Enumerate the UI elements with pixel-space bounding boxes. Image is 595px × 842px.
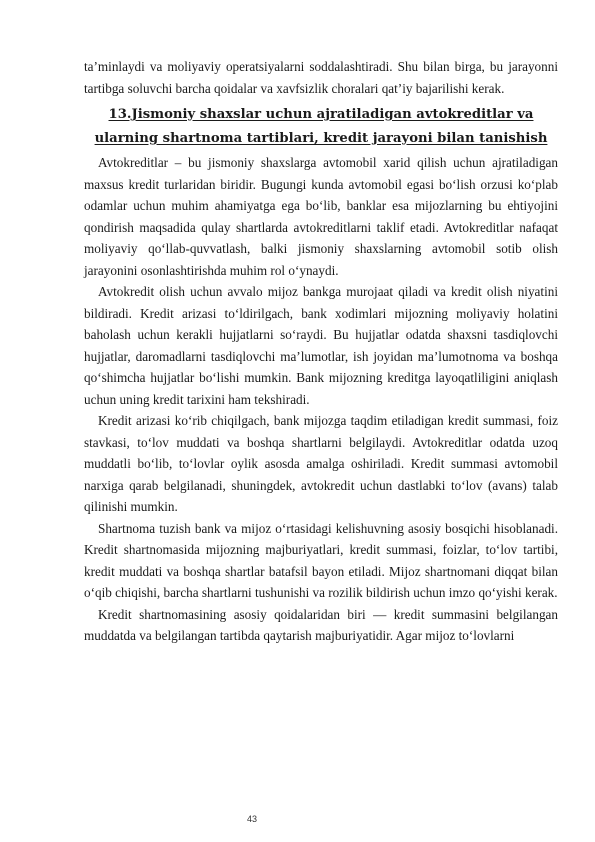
body-paragraph: Kredit arizasi ko‘rib chiqilgach, bank mijozga taqdim etiladigan kredit summasi, foiz stavkasi, to‘lov muddati va boshqa shartlarni belgilaydi. Avtokreditlar odatda uzoq muddatli bo‘lib, to‘lovlar oylik asosda amalga oshiriladi. Kredit summasi avtomobil narxiga qarab belgilanadi, shuningdek, avtokredit uchun dastlabki to‘lov (avans) talab qilinishi mumkin. — [84, 413, 558, 514]
page-number: 43 — [247, 814, 258, 824]
intro-paragraph: ta’minlaydi va moliyaviy operatsiyalarni soddalashtiradi. Shu bilan birga, bu jarayonni tartibga soluvchi barcha qoidalar va xavfsizlik choralari qat’iy bajarilishi kerak. — [84, 59, 558, 96]
body-paragraph: Kredit shartnomasining asosiy qoidalaridan biri — kredit summasini belgilangan muddatda va belgilangan tartibda qaytarish majburiyatidir. Agar mijoz to‘lovlarni — [84, 606, 558, 643]
document-page — [84, 56, 558, 647]
section-heading: 13.Jismoniy shaxslar uchun ajratiladigan avtokreditlar va ularning shartnoma tartiblari, kredit jarayoni bilan tanishish — [94, 107, 548, 146]
body-paragraph: Shartnoma tuzish bank va mijoz o‘rtasidagi kelishuvning asosiy bosqichi hisoblanadi. Kredit shartnomasida mijozning majburiyatlari, kredit summasi, foizlar, to‘lov tartibi, kredit muddati va boshqa shartlar batafsil bayon etiladi. Mijoz shartnomani diqqat bilan o‘qib chiqishi, barcha shartlarni tushunishi va rozilik bildirish uchun imzo qo‘yishi kerak. — [84, 520, 558, 600]
body-paragraph: Avtokreditlar – bu jismoniy shaxslarga avtomobil xarid qilish uchun ajratiladigan maxsus kredit turlaridan biridir. Bugungi kunda avtomobil egasi bo‘lish orzusi ko‘plab odamlar uchun muhim ahamiyatga ega bo‘lib, banklar esa mijozlarning bu ehtiyojini qondirish maqsadida qulay shartlarda avtokreditlarni taklif etadi. Avtokreditlar nafaqat moliyaviy qo‘llab-quvvatlash, balki jismoniy shaxslarning avtomobil sotib olish jarayonini osonlashtirishda muhim rol o‘ynaydi. — [84, 155, 558, 278]
body-paragraph: Avtokredit olish uchun avvalo mijoz bankga murojaat qiladi va kredit olish niyatini bildiradi. Kredit arizasi to‘ldirilgach, bank xodimlari mijozning moliyaviy holatini baholash uchun kerakli hujjatlarni so‘raydi. Bu hujjatlar odatda shaxsni tasdiqlovchi hujjatlar, daromadlarni tasdiqlovchi ma’lumotlar, ish joyidan ma’lumotnoma va boshqa qo‘shimcha hujjatlar bo‘lishi mumkin. Bank mijozning kreditga layoqatliligini aniqlash uchun uning kredit tarixini ham tekshiradi. — [84, 284, 558, 407]
